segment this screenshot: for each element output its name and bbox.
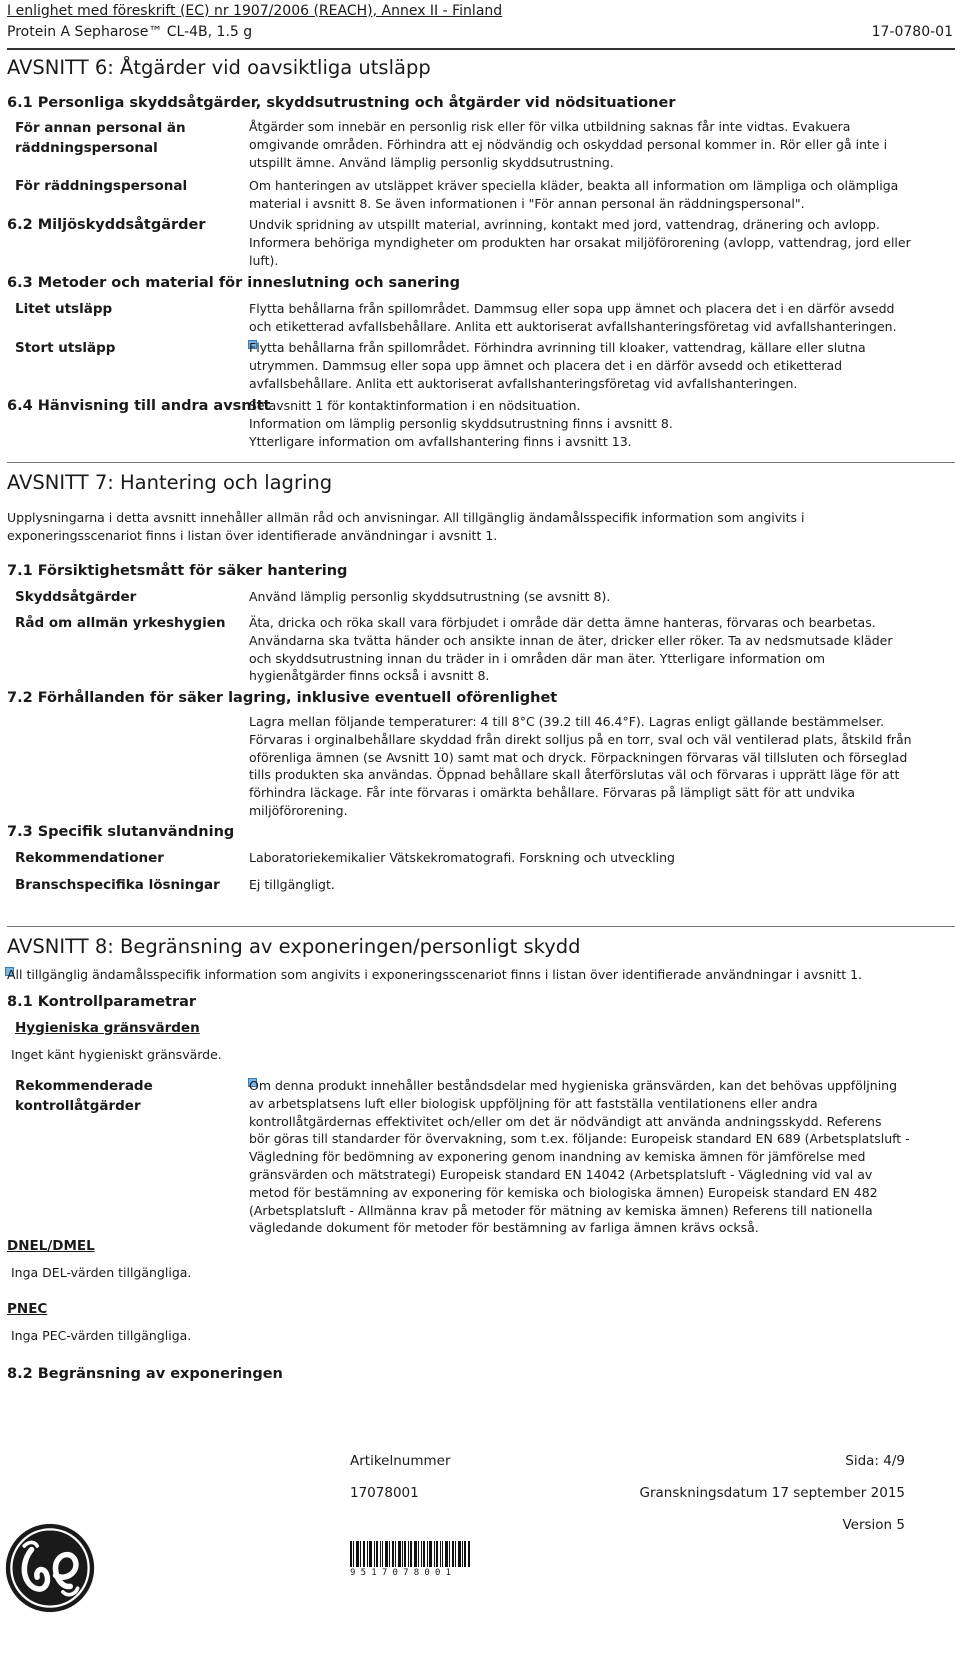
monitoring-text: Om denna produkt innehåller beståndsdelar med hygieniska gränsvärden, kan det behövas uppföljning av arbetsplatsens luft eller biologisk uppföljning för att fastställa ventilationens eller andra kontrollåtgärdernas effektivitet och/eller om det är nödvändigt att använda andningsskydd. Referens bör göras till standarder för övervakning, som t.ex. följande: Europeisk standard EN 689 (Arbetsplatsluft - Vägledning för bedömning av exponering genom inandning av kemiska ämnen för jämförelse med gränsvärden och mätstrategi) Europeisk standard EN 14042 (Arbetsplatsluft - Vägledning vid val av metod för bestämning av exponering för kemiska och biologiska ämnen) Europeisk standard EN 482 (Arbetsplatsluft - Allmänna krav på metoder för mätning av kemiska ämnen) Referens till nationella vägledande dokument för metoder för bestämning av farliga ämnen krävs också.: [249, 1078, 910, 1236]
section-6-divider: [7, 462, 955, 463]
pnec-text: Inga PEC-värden tillgängliga.: [11, 1328, 192, 1343]
section-6-2-text: Undvik spridning av utspillt material, avrinning, kontakt med jord, vattendrag, dränering och avlopp. Informera behöriga myndigheter om produkten har orsakat miljöförorening (avlopp, vattendrag, jord eller luft).: [249, 217, 911, 268]
hygiene-limits-text: Inget känt hygieniskt gränsvärde.: [11, 1047, 222, 1062]
product-name: Protein A Sepharose™ CL-4B, 1.5 g: [7, 24, 253, 40]
industry-text: Ej tillgängligt.: [249, 877, 335, 892]
protect-text: Använd lämplig personlig skyddsutrustning (se avsnitt 8).: [249, 589, 611, 604]
header-divider: [7, 48, 955, 50]
large-spill-label: Stort utsläpp: [15, 340, 116, 356]
page-number: Sida: 4/9: [845, 1453, 905, 1469]
section-8-intro: All tillgänglig ändamålsspecifik information som angivits i exponeringsscenariot finns i listan över identifierade användningar i avsnitt 1.: [7, 967, 863, 982]
monitoring-label: Rekommenderade kontrollåtgärder: [15, 1078, 153, 1114]
page-header: [7, 1, 953, 43]
nonemergency-text: Åtgärder som innebär en personlig risk eller för vilka utbildning saknas får inte vidtas. Evakuera omgivande områden. Förhindra att ej nödvändig och oskyddad personal kommer in. Rör eller gå inte i utspillt ämne. Använd lämplig personlig skyddsutrustning.: [249, 119, 888, 170]
section-6-4-text: Se avsnitt 1 för kontaktinformation i en nödsituation. Information om lämplig personlig skyddsutrustning finns i avsnitt 8. Ytterligare information om avfallshantering finns i avsnitt 13.: [249, 398, 673, 449]
emergency-text: Om hanteringen av utsläppet kräver speciella kläder, beakta all information om lämpliga och olämpliga material i avsnitt 8. Se även informationen i "För annan personal än räddningspersonal".: [249, 178, 899, 211]
article-number: 17078001: [350, 1485, 419, 1501]
regulation-text: I enlighet med föreskrift (EC) nr 1907/2006 (REACH), Annex II - Finland: [7, 3, 503, 19]
section-7-title: AVSNITT 7: Hantering och lagring: [7, 471, 333, 494]
large-spill-text: Flytta behållarna från spillområdet. Förhindra avrinning till kloaker, vattendrag, källare eller slutna utrymmen. Dammsug eller sopa upp ämnet och placera det i en därför avsedd och etiketterad avfallsbehållare. Anlita ett auktoriserat avfallshanteringsföretag vid avfallshanteringen.: [249, 340, 866, 391]
hygiene-label: Råd om allmän yrkeshygien: [15, 615, 226, 631]
nonemergency-label: För annan personal än räddningspersonal: [15, 120, 186, 156]
ge-monogram-logo-icon: [4, 1522, 96, 1614]
version: Version 5: [842, 1517, 905, 1533]
review-date: Granskningsdatum 17 september 2015: [639, 1485, 905, 1501]
recommendations-text: Laboratoriekemikalier Vätskekromatografi. Forskning och utveckling: [249, 850, 675, 865]
dnel-heading: DNEL/DMEL: [7, 1238, 95, 1254]
section-6-3-title: 6.3 Metoder och material för inneslutning och sanering: [7, 275, 460, 291]
dnel-text: Inga DEL-värden tillgängliga.: [11, 1265, 192, 1280]
section-6-4-title: 6.4 Hänvisning till andra avsnitt: [7, 398, 271, 414]
section-8-2-title: 8.2 Begränsning av exponeringen: [7, 1366, 283, 1382]
emergency-label: För räddningspersonal: [15, 178, 188, 194]
recommendations-label: Rekommendationer: [15, 850, 164, 866]
storage-text: Lagra mellan följande temperaturer: 4 till 8°C (39.2 till 46.4°F). Lagras enligt gällande bestämmelser. Förvaras i orginalbehållare skyddad från direkt solljus på en torr, sval och väl ventilerad plats, åtskild från oförenliga ämnen (se Avsnitt 10) samt mat och dryck. Förpackningen förvaras väl tillsluten och förseglad tills produkten ska användas. Öppnad behållare skall återförslutas väl och förvaras i upprätt läge för att förhindra läckage. Får inte förvaras i omärkta behållare. Förvaras på lämpligt sätt för att undvika miljöförorening.: [249, 714, 912, 818]
hygiene-text: Äta, dricka och röka skall vara förbjudet i område där detta ämne hanteras, förvaras och bearbetas. Användarna ska tvätta händer och ansikte innan de äter, dricker eller röker. Ta av nedsmutsade kläder och skyddsutrustning innan du träder in i områden där man äter. Ytterligare information om hygienåtgärder finns också i avsnitt 8.: [249, 615, 893, 684]
barcode-digits: 9517078001: [350, 1568, 457, 1578]
pnec-heading: PNEC: [7, 1301, 48, 1317]
section-6-title: AVSNITT 6: Åtgärder vid oavsiktliga utsläpp: [7, 56, 431, 79]
hygiene-limits-heading: Hygieniska gränsvärden: [15, 1020, 200, 1036]
section-8-1-title: 8.1 Kontrollparametrar: [7, 994, 197, 1010]
article-label: Artikelnummer: [350, 1453, 451, 1469]
small-spill-text: Flytta behållarna från spillområdet. Dammsug eller sopa upp ämnet och placera det i en därför avsedd och etiketterad avfallsbehållare. Anlita ett auktoriserat avfallshanteringsföretag vid avfallshanteringen.: [249, 301, 897, 334]
section-8-title: AVSNITT 8: Begränsning av exponeringen/personligt skydd: [7, 935, 581, 958]
section-6-2-title: 6.2 Miljöskyddsåtgärder: [7, 217, 206, 233]
section-6-1-title: 6.1 Personliga skyddsåtgärder, skyddsutrustning och åtgärder vid nödsituationer: [7, 95, 676, 111]
section-7-2-title: 7.2 Förhållanden för säker lagring, inklusive eventuell oförenlighet: [7, 690, 558, 706]
section-7-intro: Upplysningarna i detta avsnitt innehåller allmän råd och anvisningar. All tillgänglig ändamålsspecifik information som angivits i exponeringsscenariot finns i listan över identifierade användningar i avsnitt 1.: [7, 510, 805, 543]
barcode-icon: [350, 1541, 470, 1567]
small-spill-label: Litet utsläpp: [15, 301, 113, 317]
protect-label: Skyddsåtgärder: [15, 589, 137, 605]
industry-label: Branschspecifika lösningar: [15, 877, 220, 893]
document-number: 17-0780-01: [871, 24, 953, 40]
section-7-divider: [7, 926, 955, 927]
section-7-3-title: 7.3 Specifik slutanvändning: [7, 824, 235, 840]
section-7-1-title: 7.1 Försiktighetsmått för säker hantering: [7, 563, 348, 579]
